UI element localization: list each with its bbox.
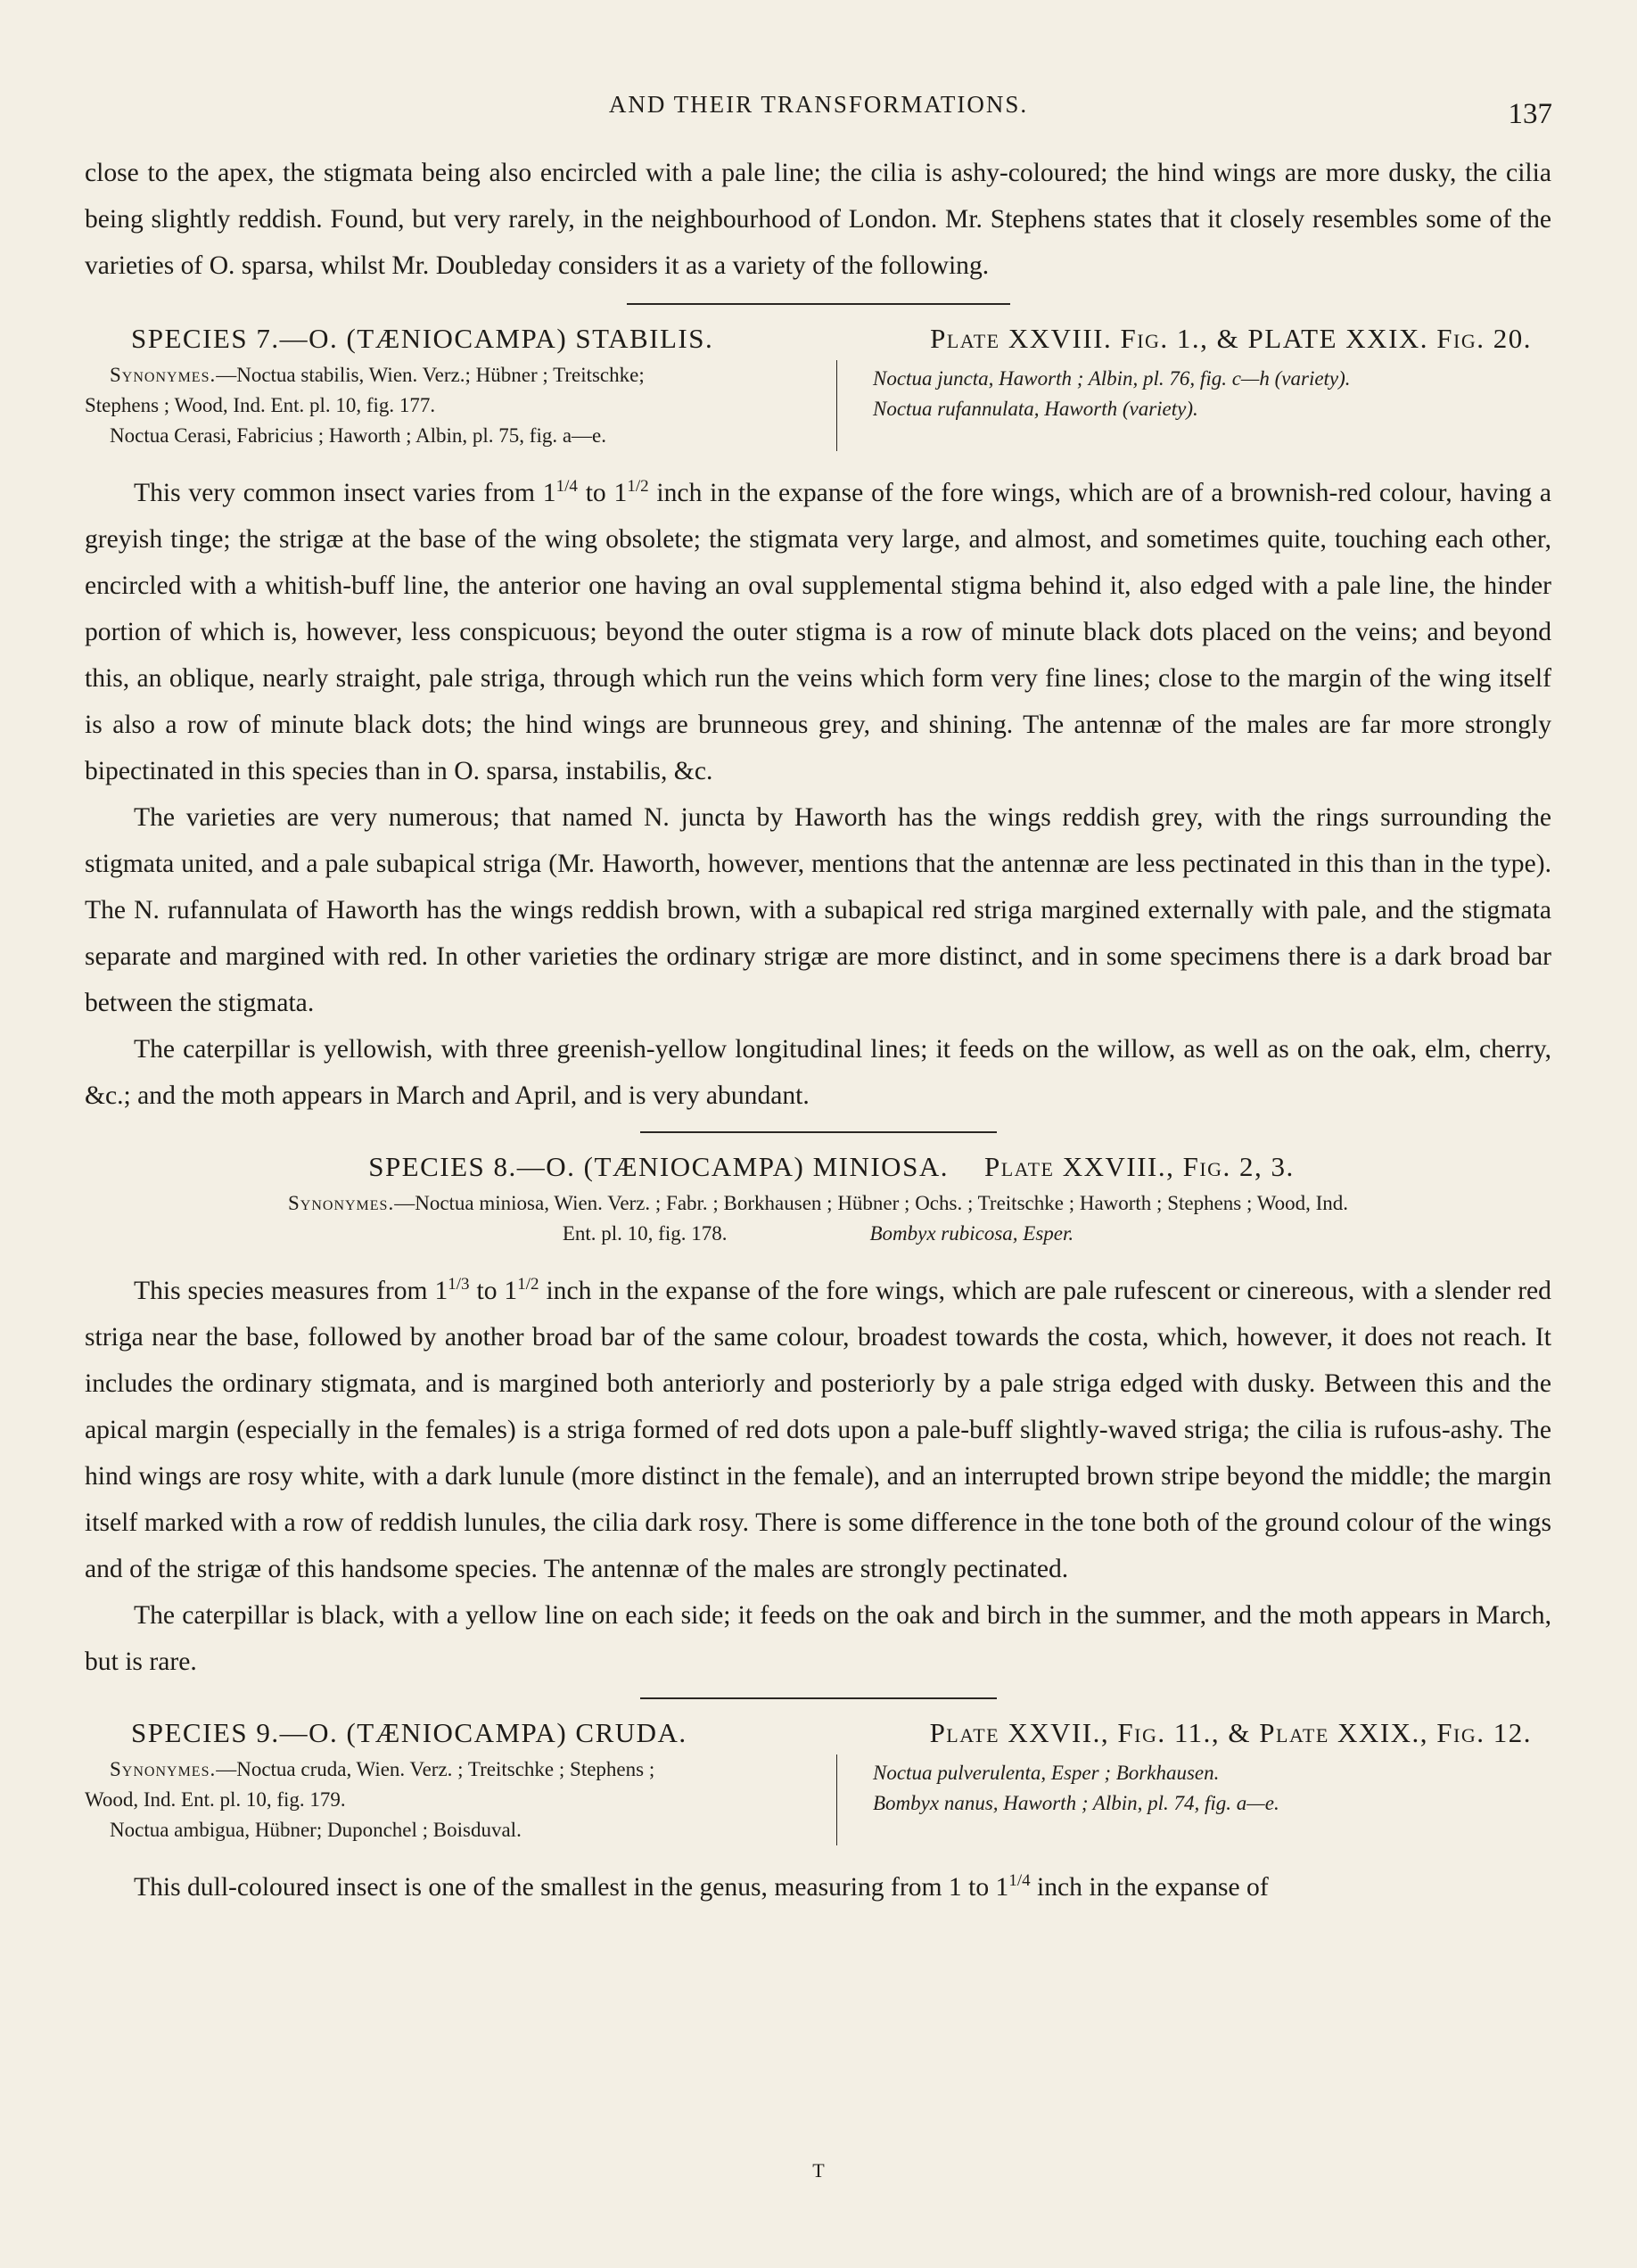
synonym-line: Noctua juncta, Haworth ; Albin, pl. 76, fig. c—h (variety).	[873, 367, 1351, 390]
intro-paragraph: close to the apex, the stigmata being also encircled with a pale line; the cilia is ashy-coloured; the hind wings are more dusky, the cilia being slightly reddish. Found, but very rarely, in the neighbourhood of London. Mr. Stephens states that it closely resembles some of the varieties of O. sparsa, whilst Mr. Doubleday considers it as a variety of the following.	[85, 159, 1551, 280]
species-7-title: SPECIES 7.—O. (TÆNIOCAMPA) STABILIS.	[131, 323, 714, 354]
synonym-line: Wood, Ind. Ent. pl. 10, fig. 179.	[85, 1787, 346, 1811]
species-8-title: SPECIES 8.—O. (TÆNIOCAMPA) MINIOSA.	[368, 1150, 949, 1182]
species-8-caterpillar: The caterpillar is black, with a yellow line on each side; it feeds on the oak and birch in the summer, and the moth appears in March, but is rare.	[85, 1600, 1551, 1676]
species-9-plate: Plate XXVII., Fig. 11., & Plate XXIX., Fig. 12.	[929, 1716, 1532, 1748]
species-7-description: This very common insect varies from $1^{1/4}$ to $1^{1/2}$ inch in the expanse of the fore wings, which are of a brownish-red colour, having a greyish tinge; the strigæ at the base of the wing obsolete; the stigmata very large, and almost, and sometimes quite, touching each other, encircled with a whitish-buff line, the anterior one having an oval supplemental stigma behind it, also edged with a pale line, the hinder portion of which is, however, less conspicuous; beyond the outer stigma is a row of minute black dots placed on the veins; and beyond this, an oblique, nearly straight, pale striga, through which run the veins which form very fine lines; close to the margin of the wing itself is also a row of minute black dots; the hind wings are brunneous grey, and shining. The antennæ of the males are far more strongly bipectinated in this species than in O. sparsa, instabilis, &c.	[85, 477, 1551, 785]
page-number: 137	[1508, 98, 1552, 130]
species-9-title: SPECIES 9.—O. (TÆNIOCAMPA) CRUDA.	[131, 1716, 687, 1748]
synonym-line: Noctua rufannulata, Haworth (variety).	[873, 398, 1198, 420]
species-8-heading	[85, 1151, 1551, 1183]
species-8-plate: Plate XXVIII., Fig. 2, 3.	[983, 1150, 1295, 1182]
synonym-line: —Noctua miniosa, Wien. Verz. ; Fabr. ; Borkhausen ; Hübner ; Ochs. ; Treitschke ; Haworth ; Stephens ; Wood, Ind.	[394, 1191, 1348, 1214]
species-7-synonymes	[85, 360, 1551, 451]
species-8-description: This species measures from $1^{1/3}$ to $1^{1/2}$ inch in the expanse of the fore wings, which are pale rufescent or cinereous, with a slender red striga near the base, followed by another broad bar of the same colour, broadest towards the costa, which, however, it does not reach. It includes the ordinary stigmata, and is margined both anteriorly and posteriorly by a pale striga edged with dusky. Between this and the apical margin (especially in the females) is a striga formed of red dots upon a pale-buff slightly-waved striga; the cilia is rufous-ashy. The hind wings are rosy white, with a dark lunule (more distinct in the female), and an interrupted brown stripe beyond the middle; the margin itself marked with a row of reddish lunules, the cilia dark rosy. There is some difference in the tone both of the ground colour of the wings and of the strigæ of this handsome species. The antennæ of the males are strongly pectinated.	[85, 1274, 1551, 1583]
synonymes-label: Synonymes.	[287, 1191, 395, 1214]
synonym-line: Noctua ambigua, Hübner; Duponchel ; Boisduval.	[110, 1818, 522, 1841]
section-rule	[640, 1697, 997, 1699]
species-7-plate: Plate XXVIII. Fig. 1., & PLATE XXIX. Fig. 20.	[930, 323, 1532, 354]
species-9-heading	[85, 1717, 1551, 1749]
synonym-line: Bombyx rubicosa, Esper.	[869, 1221, 1074, 1245]
section-rule	[627, 303, 1010, 305]
synonym-line: —Noctua cruda, Wien. Verz. ; Treitschke ; Stephens ;	[216, 1757, 655, 1780]
synonymes-label: Synonymes.	[110, 364, 217, 386]
synonym-line: Bombyx nanus, Haworth ; Albin, pl. 74, fig. a—e.	[873, 1791, 1279, 1814]
synonym-line: Ent. pl. 10, fig. 178.	[562, 1221, 728, 1245]
synonym-line: Stephens ; Wood, Ind. Ent. pl. 10, fig. 177.	[85, 394, 436, 416]
signature-mark: T	[812, 2159, 825, 2182]
species-7-caterpillar: The caterpillar is yellowish, with three greenish-yellow longitudinal lines; it feeds on the willow, as well as on the oak, elm, cherry, &c.; and the moth appears in March and April, and is very abundant.	[85, 1034, 1551, 1110]
running-head: AND THEIR TRANSFORMATIONS.	[608, 91, 1029, 118]
species-7-heading	[85, 323, 1551, 355]
section-rule	[640, 1131, 997, 1133]
body-text	[85, 150, 1551, 1911]
synonym-line: Noctua Cerasi, Fabricius ; Haworth ; Albin, pl. 75, fig. a—e.	[110, 424, 607, 447]
synonym-line: —Noctua stabilis, Wien. Verz.; Hübner ; Treitschke;	[216, 364, 645, 386]
species-8-synonymes	[85, 1188, 1551, 1249]
species-9-synonymes	[85, 1754, 1551, 1845]
species-7-varieties: The varieties are very numerous; that named N. juncta by Haworth has the wings reddish grey, with the rings surrounding the stigmata united, and a pale subapical striga (Mr. Haworth, however, mentions that the antennæ are less pectinated in this than in the type). The N. rufannulata of Haworth has the wings reddish brown, with a subapical red striga margined externally with pale, and the stigmata separate and margined with red. In other varieties the ordinary strigæ are more distinct, and in some specimens there is a dark broad bar between the stigmata.	[85, 802, 1551, 1017]
synonym-line: Noctua pulverulenta, Esper ; Borkhausen.	[873, 1761, 1220, 1784]
species-9-description: This dull-coloured insect is one of the smallest in the genus, measuring from 1 to $1^{1/4}$ inch in the expanse of	[134, 1870, 1269, 1902]
synonymes-label: Synonymes.	[110, 1757, 217, 1780]
